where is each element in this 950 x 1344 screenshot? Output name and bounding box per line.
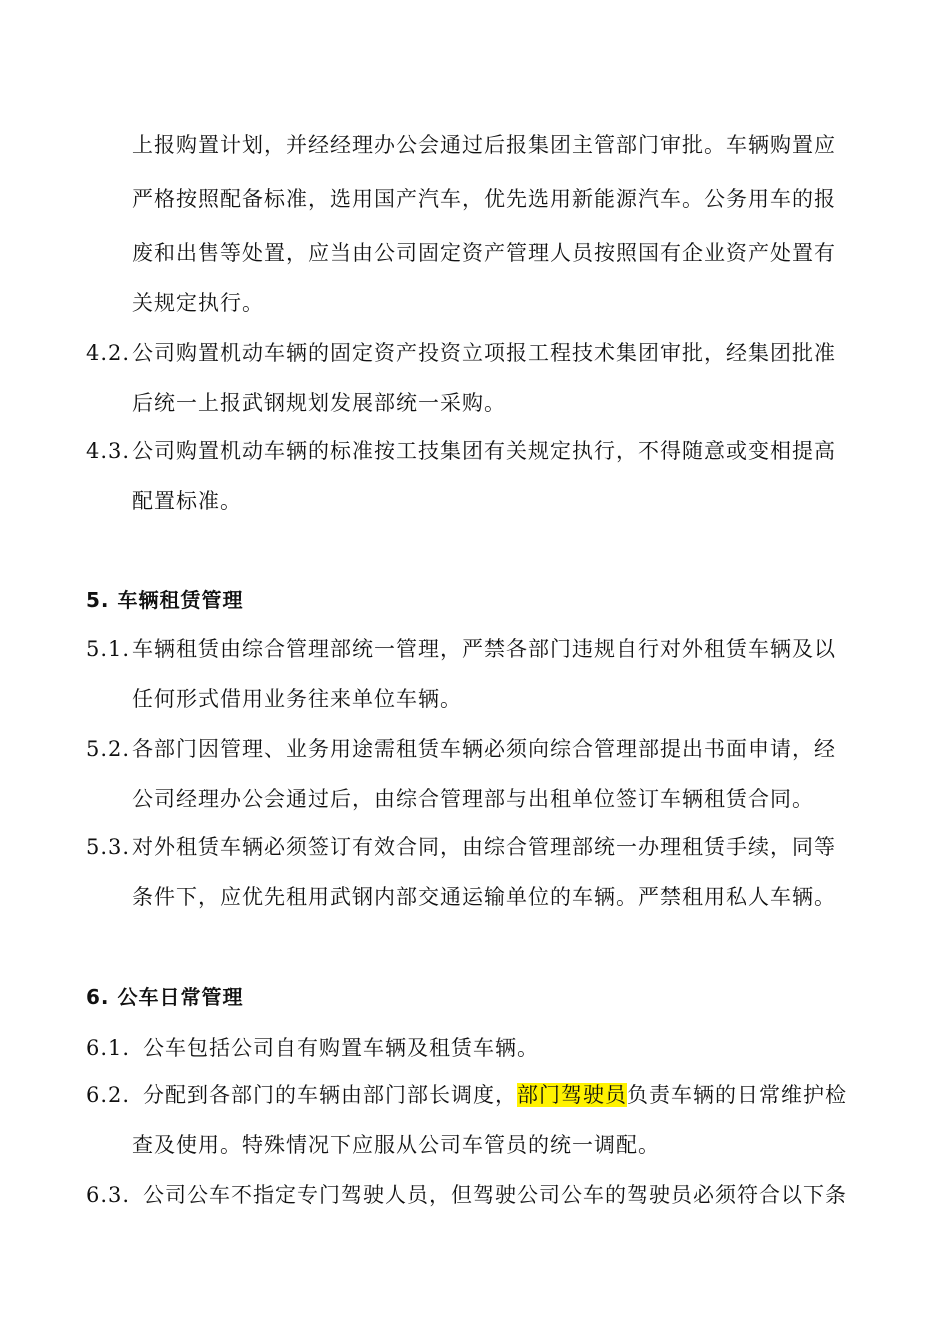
item-number: 6.1. (86, 1036, 131, 1060)
item-number: 5.2. (86, 737, 131, 761)
item-text: 车辆租赁由综合管理部统一管理，严禁各部门违规自行对外租赁车辆及以 (132, 637, 836, 661)
item-text: 公司经理办公会通过后，由综合管理部与出租单位签订车辆租赁合同。 (132, 787, 814, 811)
item-number: 6.2. (86, 1083, 131, 1107)
item-text (143, 1080, 847, 1110)
item-number: 6.3. (86, 1183, 131, 1207)
item-text: 公司公车不指定专门驾驶人员，但驾驶公司公车的驾驶员必须符合以下条 (143, 1183, 847, 1207)
item-text: 公司购置机动车辆的固定资产投资立项报工程技术集团审批，经集团批准 (132, 341, 836, 365)
item-number: 4.3. (86, 439, 131, 463)
section-heading: 6. 公车日常管理 (86, 985, 244, 1009)
paragraph-line: 上报购置计划，并经经理办公会通过后报集团主管部门审批。车辆购置应 (132, 133, 836, 157)
item-text: 查及使用。特殊情况下应服从公司车管员的统一调配。 (132, 1133, 660, 1157)
paragraph-line: 严格按照配备标准，选用国产汽车，优先选用新能源汽车。公务用车的报 (132, 187, 836, 211)
highlighted-text: 部门驾驶员 (517, 1083, 627, 1107)
item-text: 后统一上报武钢规划发展部统一采购。 (132, 391, 506, 415)
paragraph-line: 废和出售等处置，应当由公司固定资产管理人员按照国有企业资产处置有 (132, 241, 836, 265)
item-text: 公司购置机动车辆的标准按工技集团有关规定执行，不得随意或变相提高 (132, 439, 836, 463)
item-number: 5.3. (86, 835, 131, 859)
item-text-before: 分配到各部门的车辆由部门部长调度， (143, 1083, 517, 1107)
item-text: 各部门因管理、业务用途需租赁车辆必须向综合管理部提出书面申请，经 (132, 737, 836, 761)
item-number: 4.2. (86, 341, 131, 365)
item-text: 条件下，应优先租用武钢内部交通运输单位的车辆。严禁租用私人车辆。 (132, 885, 836, 909)
item-text-after: 负责车辆的日常维护检 (627, 1083, 847, 1107)
item-text: 配置标准。 (132, 489, 242, 513)
item-number: 5.1. (86, 637, 131, 661)
section-heading: 5. 车辆租赁管理 (86, 588, 244, 612)
item-text: 公车包括公司自有购置车辆及租赁车辆。 (143, 1036, 539, 1060)
item-text: 任何形式借用业务往来单位车辆。 (132, 687, 462, 711)
paragraph-line: 关规定执行。 (132, 291, 264, 315)
item-text: 对外租赁车辆必须签订有效合同，由综合管理部统一办理租赁手续，同等 (132, 835, 836, 859)
